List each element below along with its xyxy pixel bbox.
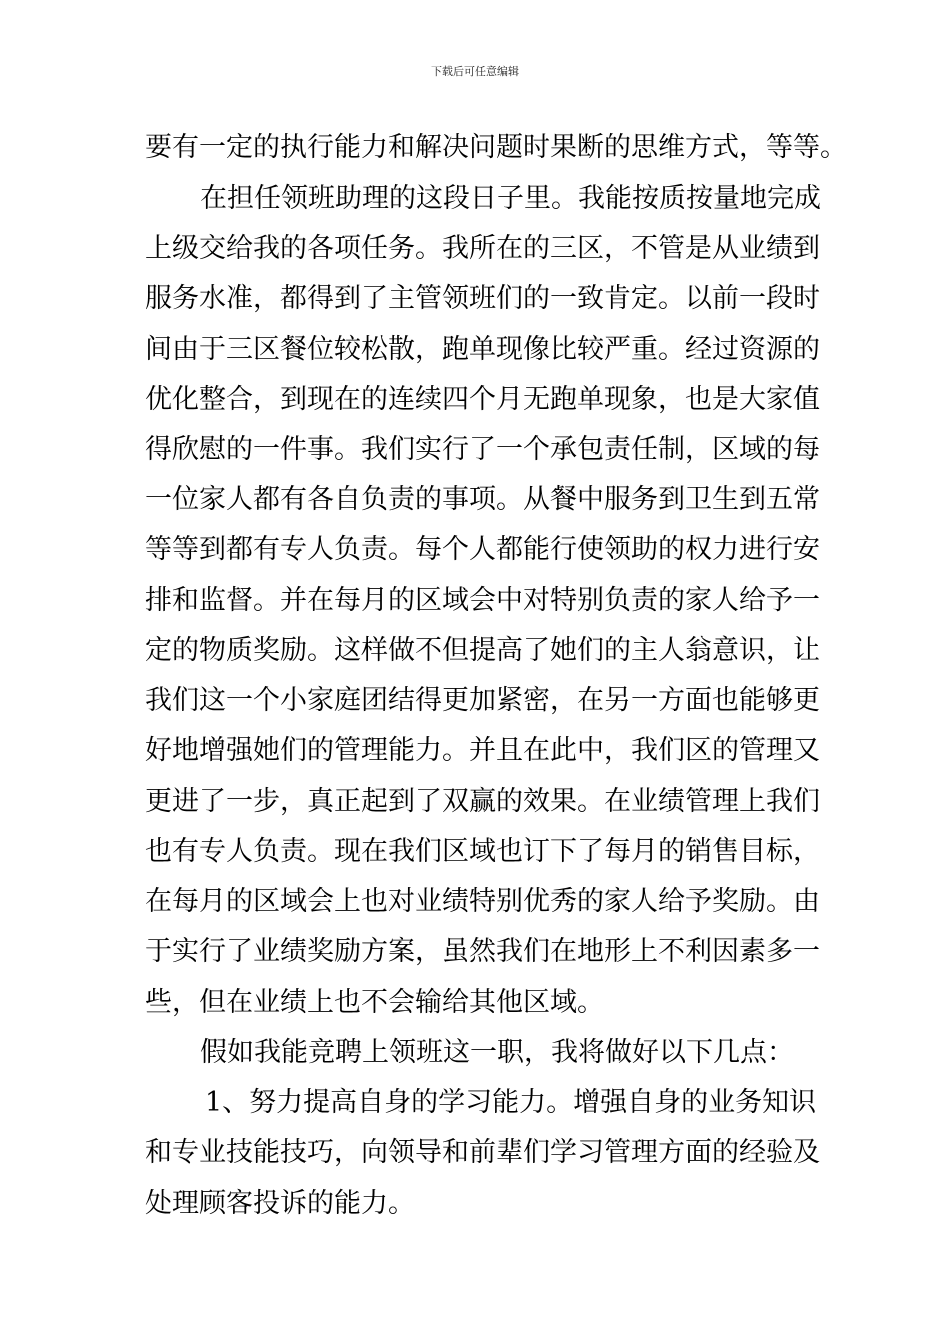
body-line: 处理顾客投诉的能力。: [145, 1188, 415, 1219]
body-line: 我们这一个小家庭团结得更加紧密，在另一方面也能够更: [145, 685, 820, 716]
body-line: 于实行了业绩奖励方案，虽然我们在地形上不利因素多一: [145, 936, 820, 967]
body-line: 在担任领班助理的这段日子里。我能按质按量地完成: [200, 183, 821, 214]
body-line: 要有一定的执行能力和解决问题时果断的思维方式，等等。: [145, 132, 847, 163]
body-line: 更进了一步，真正起到了双赢的效果。在业绩管理上我们: [145, 786, 820, 817]
body-line: 些，但在业绩上也不会输给其他区域。: [145, 987, 604, 1018]
body-line: 假如我能竞聘上领班这一职，我将做好以下几点：: [200, 1037, 794, 1068]
body-line: 服务水准，都得到了主管领班们的一致肯定。以前一段时: [145, 283, 820, 314]
body-line: 和专业技能技巧，向领导和前辈们学习管理方面的经验及: [145, 1137, 820, 1168]
body-line: 排和监督。并在每月的区域会中对特别负责的家人给予一: [145, 585, 820, 616]
body-line: 上级交给我的各项任务。我所在的三区，不管是从业绩到: [145, 233, 820, 264]
body-line: 间由于三区餐位较松散，跑单现像比较严重。经过资源的: [145, 334, 820, 365]
body-line: 在每月的区域会上也对业绩特别优秀的家人给予奖励。由: [145, 886, 820, 917]
body-line: 也有专人负责。现在我们区域也订下了每月的销售目标，: [145, 836, 820, 867]
body-line: 等等到都有专人负责。每个人都能行使领助的权力进行安: [145, 534, 820, 565]
body-line: 好地增强她们的管理能力。并且在此中，我们区的管理又: [145, 735, 820, 766]
body-line: 得欣慰的一件事。我们实行了一个承包责任制，区域的每: [145, 434, 820, 465]
body-line: 1、努力提高自身的学习能力。增强自身的业务知识: [205, 1087, 817, 1118]
body-line: 定的物质奖励。这样做不但提高了她们的主人翁意识，让: [145, 635, 820, 666]
page-header: 下载后可任意编辑: [431, 65, 519, 78]
body-line: 一位家人都有各自负责的事项。从餐中服务到卫生到五常: [145, 484, 820, 515]
body-line: 优化整合，到现在的连续四个月无跑单现象，也是大家值: [145, 384, 820, 415]
